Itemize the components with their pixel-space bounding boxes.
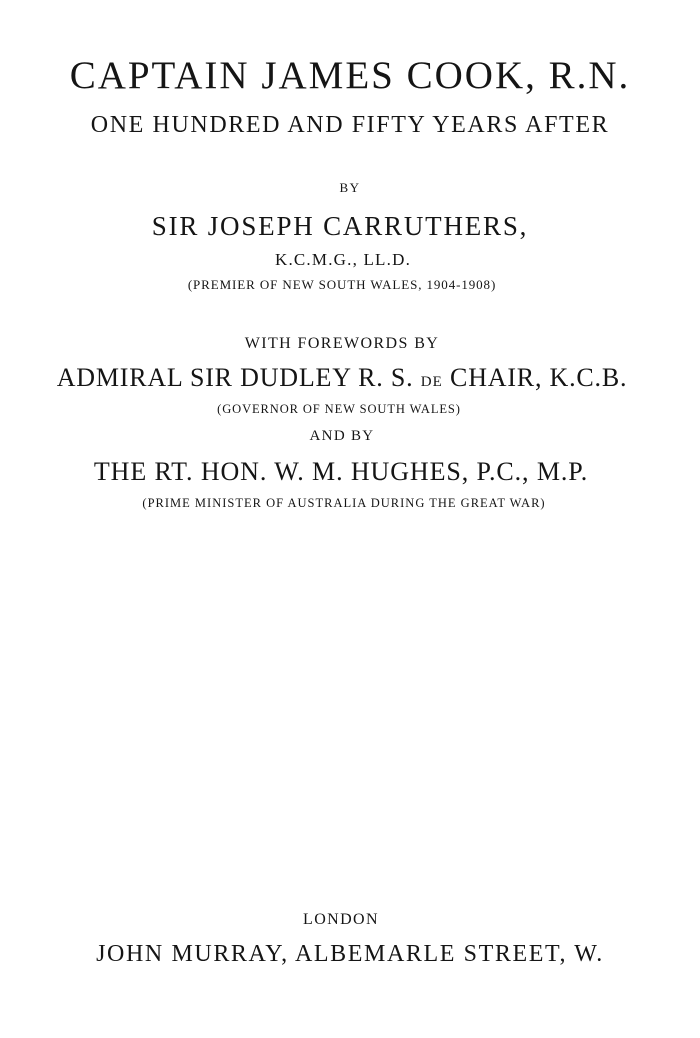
foreword-author-1-post: CHAIR, K.C.B. bbox=[450, 363, 628, 392]
author-name-text: SIR JOSEPH CARRUTHERS, bbox=[151, 211, 529, 241]
foreword-author-1-particle: DE bbox=[420, 374, 443, 390]
author-note-text: (PREMIER OF NEW SOUTH WALES, 1904-1908) bbox=[187, 277, 497, 292]
book-subtitle: ONE HUNDRED AND FIFTY YEARS AFTER bbox=[90, 112, 610, 138]
author-honours-text: K.C.M.G., LL.D. bbox=[274, 250, 412, 269]
by-line: BY bbox=[339, 180, 361, 195]
foreword-author-2-note-text: (PRIME MINISTER OF AUSTRALIA DURING THE GREAT WAR) bbox=[142, 496, 546, 510]
forewords-intro-text: WITH FOREWORDS BY bbox=[244, 335, 440, 352]
foreword-author-1-note-text: (GOVERNOR OF NEW SOUTH WALES) bbox=[217, 402, 461, 416]
and-by-text: AND BY bbox=[309, 428, 375, 444]
foreword-author-2-text: THE RT. HON. W. M. HUGHES, P.C., M.P. bbox=[93, 457, 589, 486]
foreword-author-1-pre: ADMIRAL SIR DUDLEY R. S. bbox=[56, 363, 414, 392]
foreword-author-1-text bbox=[57, 365, 628, 391]
book-title: CAPTAIN JAMES COOK, R.N. bbox=[69, 54, 631, 97]
publication-place-text: LONDON bbox=[303, 911, 379, 928]
publisher-text: JOHN MURRAY, ALBEMARLE STREET, W. bbox=[96, 941, 604, 967]
